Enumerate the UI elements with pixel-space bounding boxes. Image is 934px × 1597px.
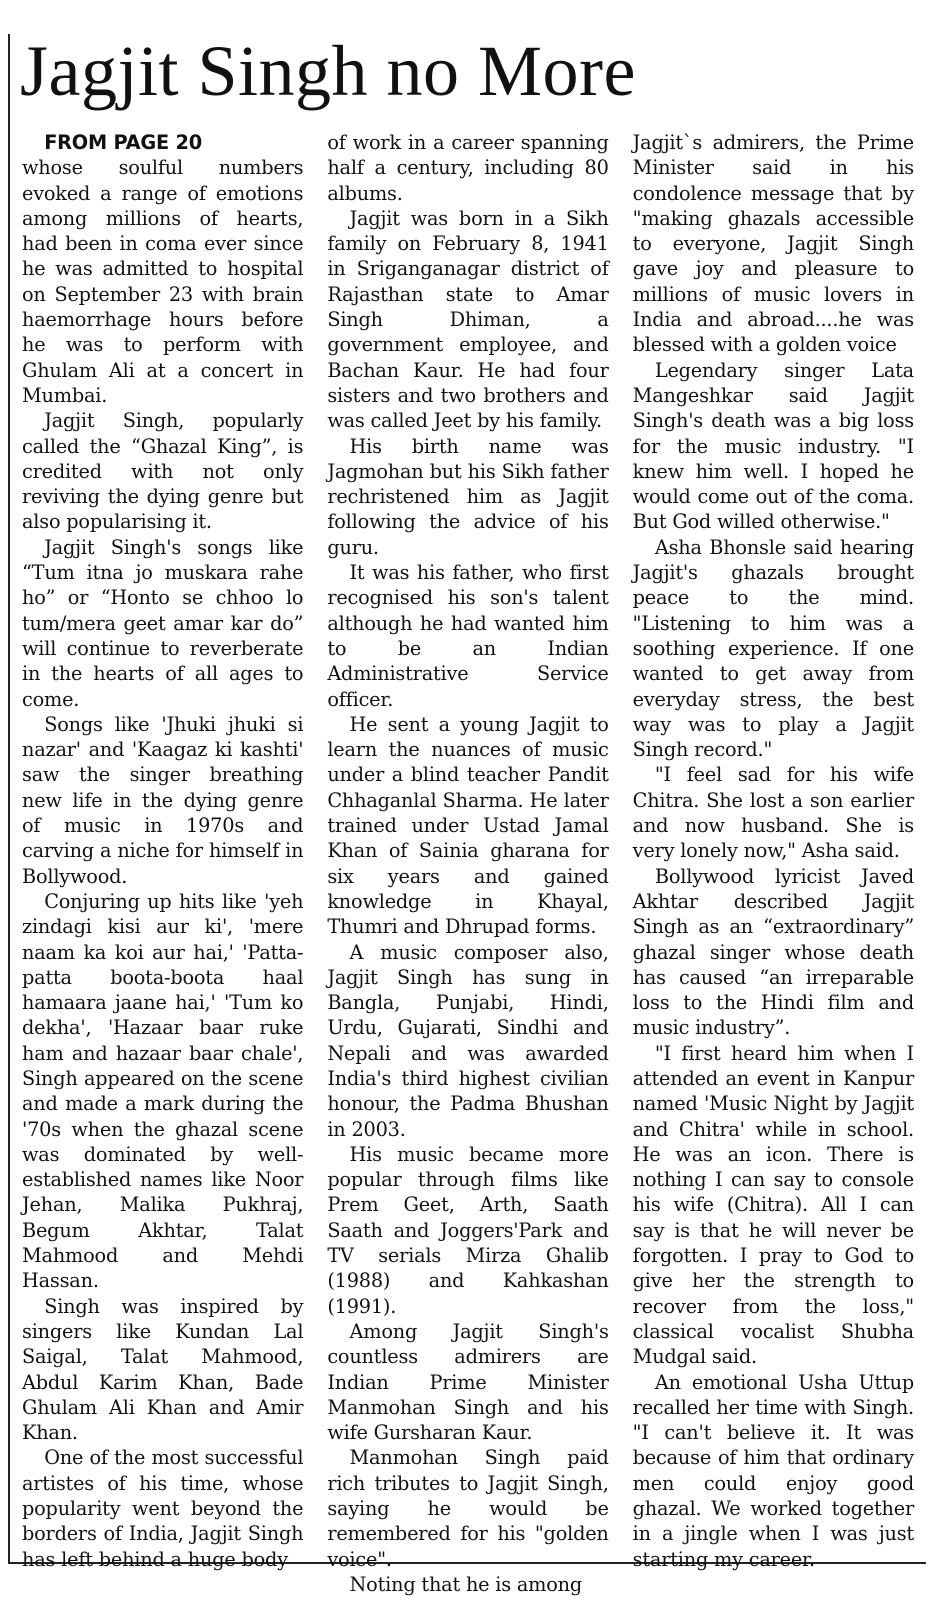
paragraph: His music became more popular through films like Prem Geet, Arth, Saath Saath and Joggers'Park and TV serials Mirza Ghalib (1988) and Kahkashan (1991). bbox=[327, 1142, 609, 1318]
paragraph: Songs like 'Jhuki jhuki si nazar' and 'Kaagaz ki kashti' saw the singer breathing new life in the dying genre of music in 1970s and carving a niche for himself in Bollywood. bbox=[22, 712, 304, 888]
paragraph: "I feel sad for his wife Chitra. She lost a son earlier and now husband. She is very lonely now," Asha said. bbox=[632, 763, 914, 863]
paragraph: He sent a young Jagjit to learn the nuances of music under a blind teacher Pandit Chhaganlal Sharma. He later trained under Ustad Jamal Khan of Sainia gharana for six years and gained knowledge in Khayal, Thumri and Dhrupad forms. bbox=[327, 712, 609, 939]
paragraph: "I first heard him when I attended an event in Kanpur named 'Music Night by Jagjit and Chitra' while in school. He was an icon. There is nothing I can say to console his wife (Chitra). All I can say is that he will never be forgotten. I pray to God to give her the strength to recover from the loss," classical vocalist Shubha Mudgal said. bbox=[632, 1041, 914, 1369]
paragraph: Conjuring up hits like 'yeh zindagi kisi aur ki', 'mere naam ka koi aur hai,' 'Patta-patta boota-boota haal hamaara jaane hai,' 'Tum ko dekha', 'Hazaar baar ruke ham and hazaar baar chale', Singh appeared on the scene and made a mark during the '70s when the ghazal scene was dominated by well-established names like Noor Jehan, Malika Pukhraj, Begum Akhtar, Talat Mahmood and Mehdi Hassan. bbox=[22, 889, 304, 1293]
paragraph: Bollywood lyricist Javed Akhtar described Jagjit Singh as an “extraordinary” ghazal singer whose death has caused “an irreparable loss to the Hindi film and music industry”. bbox=[632, 864, 914, 1040]
column-2 bbox=[327, 130, 609, 1596]
column-1 bbox=[22, 130, 304, 1571]
kicker: FROM PAGE 20 bbox=[44, 131, 202, 154]
paragraph: One of the most successful artistes of his time, whose popularity went beyond the borders of India, Jagjit Singh has left behind a huge body bbox=[22, 1446, 304, 1571]
paragraph: Legendary singer Lata Mangeshkar said Jagjit Singh's death was a big loss for the music industry. "I knew him well. I hoped he would come out of the coma. But God willed otherwise." bbox=[632, 358, 914, 534]
headline: Jagjit Singh no More bbox=[20, 31, 636, 111]
column-3 bbox=[632, 130, 914, 1571]
paragraph: It was his father, who first recognised his son's talent although he had wanted him to be an Indian Administrative Service officer. bbox=[327, 561, 609, 711]
paragraph: Jagjit`s admirers, the Prime Minister said in his condolence message that by "making ghazals accessible to everyone, Jagjit Singh gave joy and pleasure to millions of music lovers in India and abroad....he was blessed with a golden voice bbox=[632, 131, 914, 357]
paragraph: An emotional Usha Uttup recalled her time with Singh. "I can't believe it. It was because of him that ordinary men could enjoy good ghazal. We worked together in a jingle when I was just starting my career. bbox=[632, 1370, 914, 1571]
paragraph: Asha Bhonsle said hearing Jagjit's ghazals brought peace to the mind. "Listening to him was a soothing experience. If one wanted to get away from everyday stress, the best way was to play a Jagjit Singh record." bbox=[632, 535, 914, 762]
paragraph: Jagjit Singh, popularly called the “Ghazal King”, is credited with not only reviving the dying genre but also popularising it. bbox=[22, 409, 304, 534]
article-body bbox=[22, 130, 914, 1596]
paragraph: Jagjit was born in a Sikh family on February 8, 1941 in Sriganganagar district of Rajasthan state to Amar Singh Dhiman, a government employee, and Bachan Kaur. He had four sisters and two brothers and was called Jeet by his family. bbox=[327, 206, 609, 433]
paragraph: Manmohan Singh paid rich tributes to Jagjit Singh, saying he would be remembered for his "golden voice". bbox=[327, 1446, 609, 1571]
paragraph: Among Jagjit Singh's countless admirers are Indian Prime Minister Manmohan Singh and his wife Gursharan Kaur. bbox=[327, 1319, 609, 1445]
paragraph: Singh was inspired by singers like Kundan Lal Saigal, Talat Mahmood, Abdul Karim Khan, Bade Ghulam Ali Khan and Amir Khan. bbox=[22, 1294, 304, 1445]
paragraph: Noting that he is among bbox=[349, 1572, 583, 1596]
paragraph: Jagjit Singh's songs like “Tum itna jo muskara rahe ho” or “Honto se chhoo lo tum/mera geet amar kar do” will continue to reverberate in the hearts of all ages to come. bbox=[22, 535, 304, 711]
paragraph: His birth name was Jagmohan but his Sikh father rechristened him as Jagjit following the advice of his guru. bbox=[327, 434, 609, 559]
paragraph: A music composer also, Jagjit Singh has sung in Bangla, Punjabi, Hindi, Urdu, Gujarati, Sindhi and Nepali and was awarded India's third highest civilian honour, the Padma Bhushan in 2003. bbox=[327, 940, 609, 1141]
paragraph: of work in a career spanning half a century, including 80 albums. bbox=[327, 131, 609, 205]
left-rule bbox=[8, 34, 10, 1564]
paragraph: whose soulful numbers evoked a range of emotions among millions of hearts, had been in coma ever since he was admitted to hospital on September 23 with brain haemorrhage hours before he was to perform with Ghulam Ali at a concert in Mumbai. bbox=[22, 156, 304, 407]
